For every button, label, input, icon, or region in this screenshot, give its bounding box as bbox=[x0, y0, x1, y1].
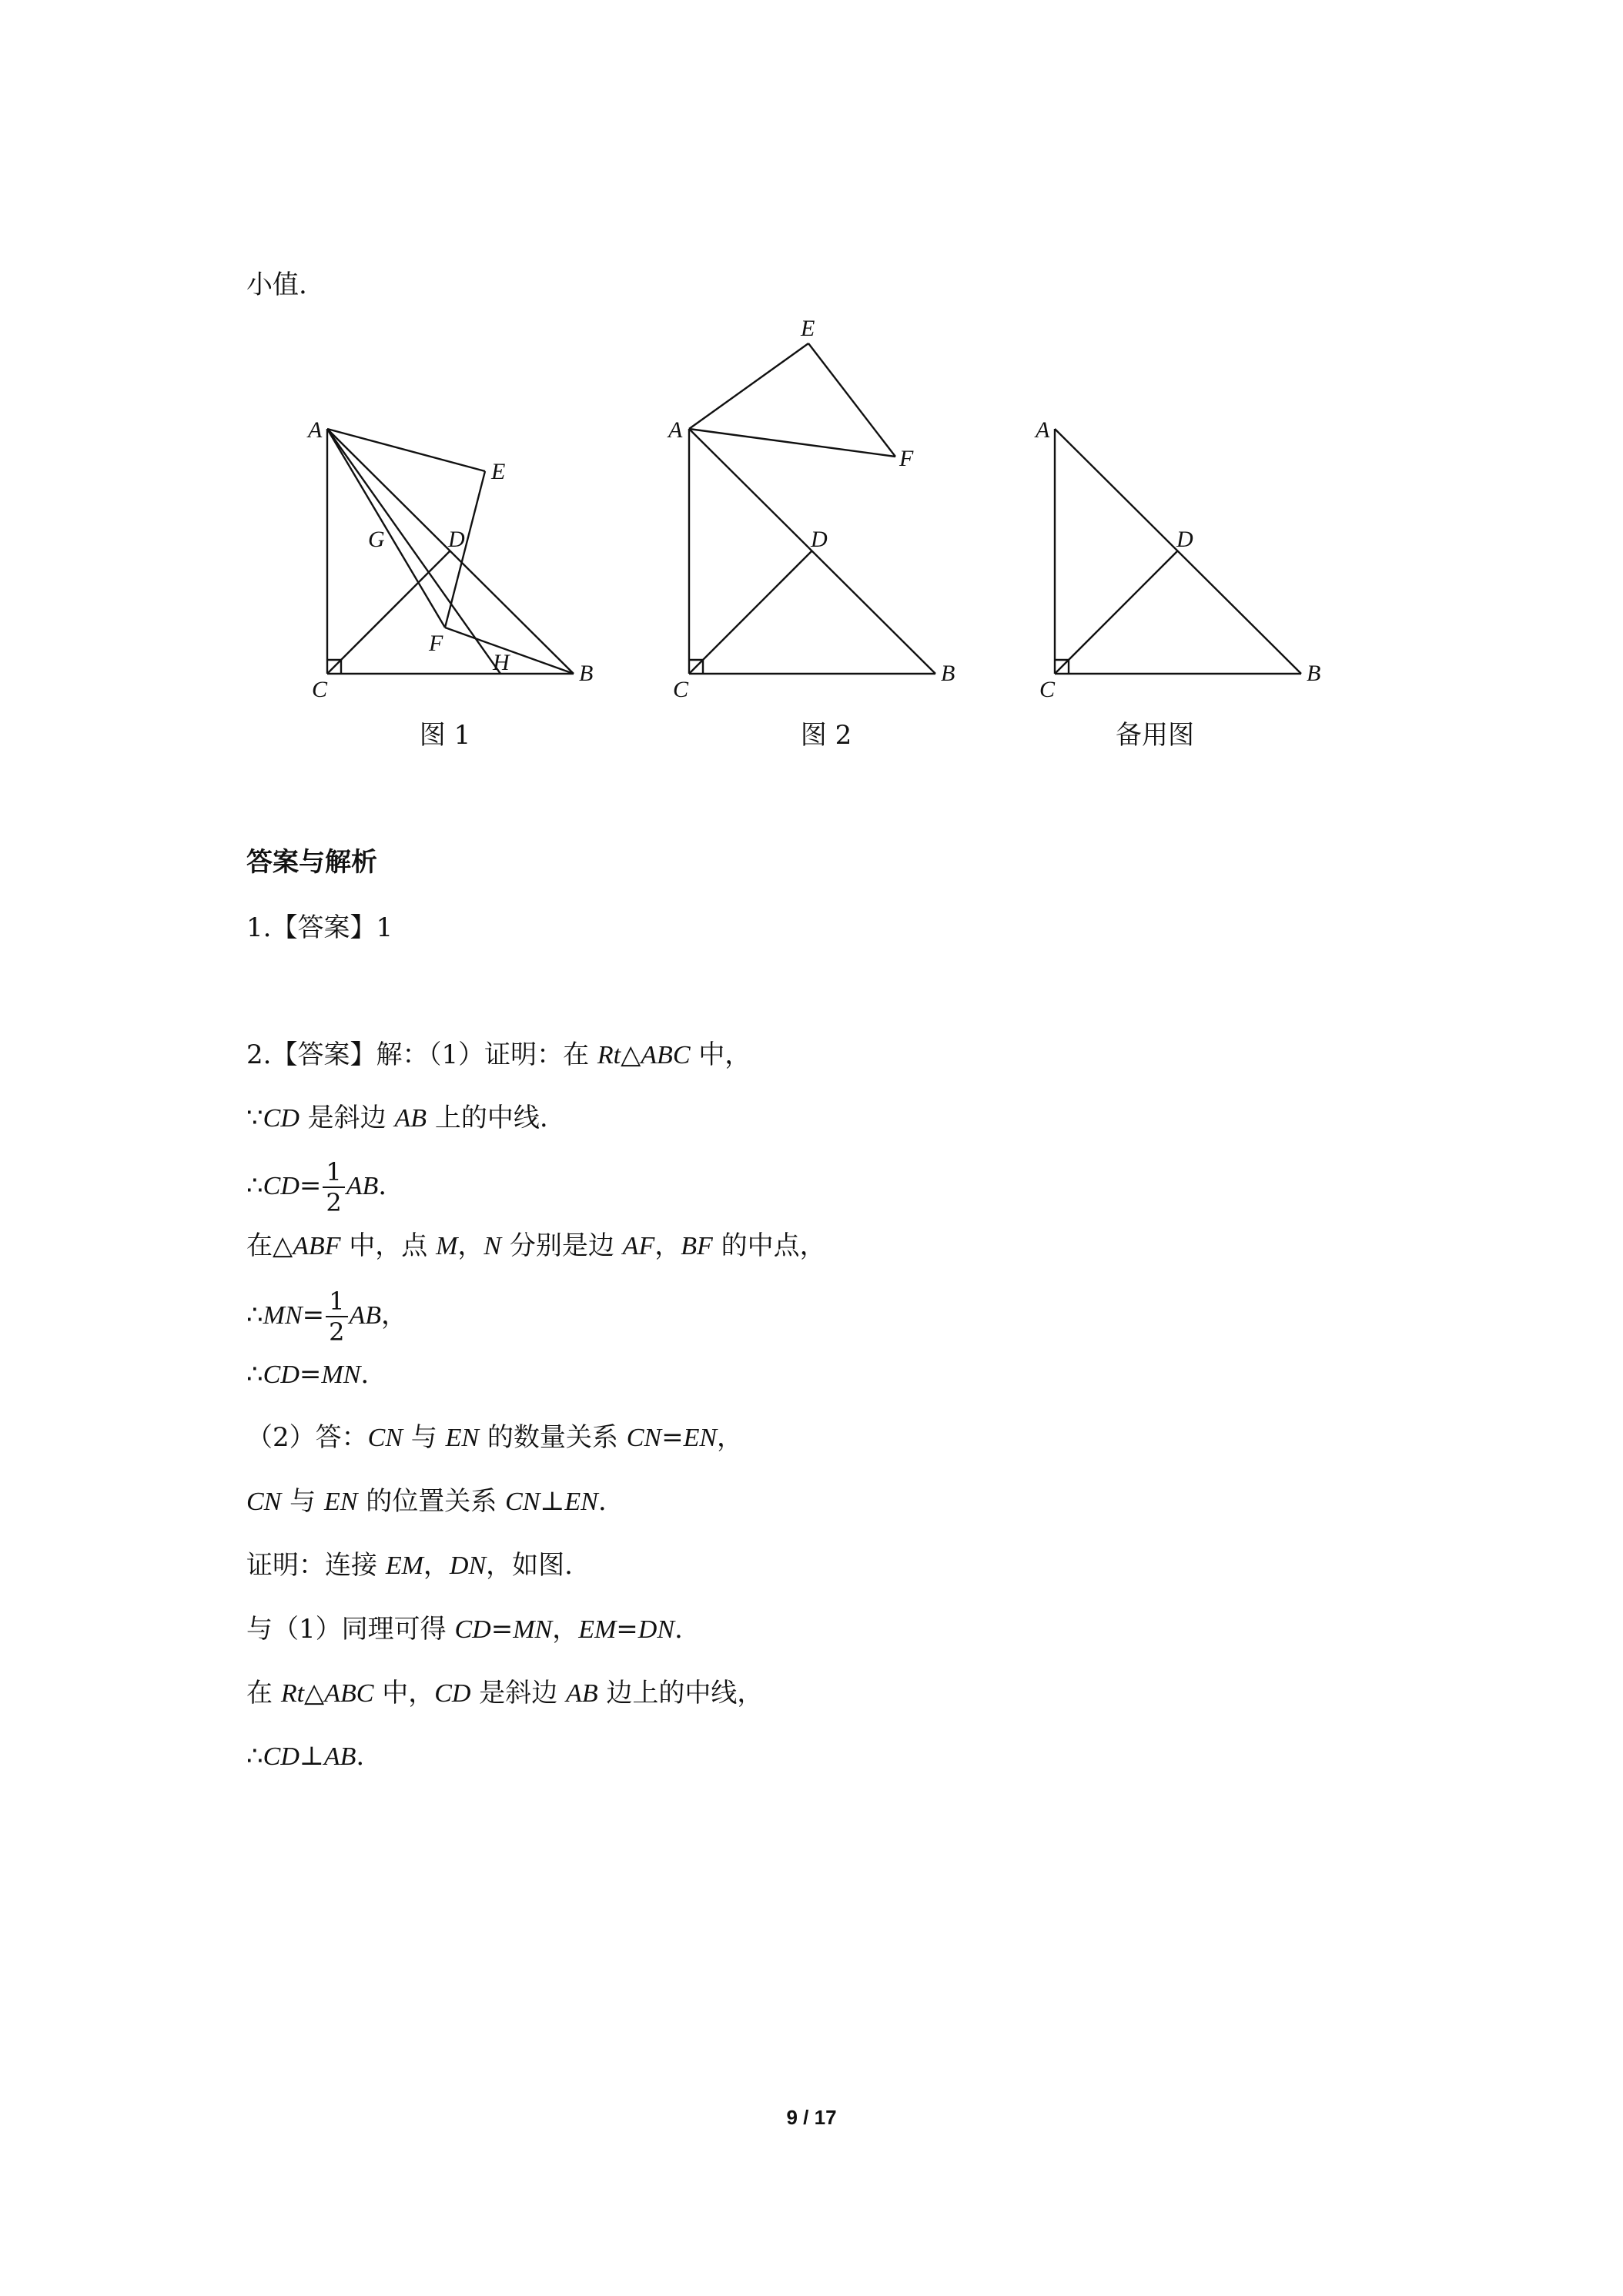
q2-line-7 bbox=[246, 1422, 743, 1454]
math-var: ABC bbox=[324, 1679, 374, 1708]
text-segment: = bbox=[661, 1422, 684, 1453]
text-segment: 上的中线. bbox=[427, 1103, 548, 1133]
q2-line-12 bbox=[246, 1741, 364, 1772]
fig1-label-G: G bbox=[368, 527, 385, 552]
fig1-label-E: E bbox=[491, 459, 506, 484]
math-var: CN bbox=[505, 1488, 540, 1516]
text-segment: 解：（1）证明：在 bbox=[376, 1039, 597, 1070]
figure-2 bbox=[667, 316, 955, 702]
text-segment: 的数量关系 bbox=[479, 1422, 627, 1453]
math-var: AB bbox=[349, 1301, 382, 1330]
math-var: CD bbox=[454, 1615, 491, 1644]
fraction-one-half bbox=[326, 1287, 347, 1347]
q1-tag: 【答案】 bbox=[271, 912, 376, 943]
math-var: DN bbox=[637, 1615, 675, 1644]
math-var: MN bbox=[263, 1301, 303, 1330]
perpendicular-symbol: ⊥ bbox=[540, 1486, 565, 1517]
fraction-one-half bbox=[323, 1157, 344, 1217]
fig2-label-A: A bbox=[668, 417, 683, 443]
text-segment: 中， bbox=[690, 1039, 751, 1070]
math-var: CN bbox=[246, 1488, 282, 1516]
q2-line-1 bbox=[246, 1039, 751, 1071]
q2-line-9 bbox=[246, 1550, 573, 1581]
math-var: EN bbox=[323, 1488, 358, 1516]
math-var: AF bbox=[622, 1232, 655, 1260]
text-segment: 与 bbox=[403, 1422, 446, 1453]
fraction-numerator: 1 bbox=[323, 1157, 344, 1188]
math-var: EN bbox=[445, 1424, 480, 1452]
text-segment: = bbox=[299, 1359, 322, 1390]
fig1-label-D: D bbox=[448, 527, 465, 552]
text-segment: 边上的中线， bbox=[597, 1678, 764, 1709]
text-segment: . bbox=[597, 1486, 607, 1517]
math-var: CD bbox=[434, 1679, 471, 1708]
math-var: Rt bbox=[597, 1041, 621, 1069]
answers-heading: 答案与解析 bbox=[246, 847, 377, 878]
q1-answer bbox=[246, 912, 393, 943]
therefore-symbol: ∴ bbox=[246, 1300, 263, 1330]
math-var: CN bbox=[367, 1424, 403, 1452]
text-segment: . bbox=[360, 1359, 370, 1390]
q2-tag: 【答案】 bbox=[271, 1039, 376, 1070]
therefore-symbol: ∴ bbox=[246, 1359, 263, 1390]
fig2-label-B: B bbox=[941, 661, 955, 686]
math-var: AB bbox=[323, 1742, 356, 1771]
q2-line-4 bbox=[246, 1230, 826, 1262]
fig3-label-C: C bbox=[1039, 677, 1056, 702]
text-segment: ， bbox=[552, 1614, 579, 1645]
text-segment: = bbox=[490, 1614, 514, 1645]
math-var: CN bbox=[626, 1424, 662, 1452]
text-segment: . bbox=[378, 1170, 387, 1201]
current-page: 9 bbox=[786, 2106, 798, 2129]
text-segment: 的位置关系 bbox=[357, 1486, 506, 1517]
math-var: AB bbox=[566, 1679, 598, 1708]
text-segment: ，如图. bbox=[486, 1550, 573, 1581]
fig3-label-A: A bbox=[1036, 417, 1050, 443]
top-text: 小值. bbox=[246, 269, 307, 300]
math-var: EM bbox=[385, 1551, 423, 1580]
fraction-denominator: 2 bbox=[329, 1317, 345, 1347]
q2-line-8 bbox=[246, 1486, 607, 1518]
math-var: BF bbox=[681, 1232, 713, 1260]
text-segment: 与（1）同理可得 bbox=[246, 1614, 455, 1645]
text-segment: 的中点， bbox=[712, 1230, 826, 1261]
math-var: CD bbox=[263, 1361, 300, 1389]
therefore-symbol: ∴ bbox=[246, 1741, 263, 1772]
fig2-label-E: E bbox=[801, 316, 815, 341]
text-segment: 中， bbox=[373, 1678, 435, 1709]
math-var: Rt bbox=[280, 1679, 305, 1708]
q2-number: 2. bbox=[246, 1039, 272, 1070]
q2-line-5 bbox=[246, 1284, 407, 1347]
text-segment: ， bbox=[381, 1300, 408, 1330]
math-var: M bbox=[436, 1232, 458, 1260]
fig3-label-B: B bbox=[1307, 661, 1321, 686]
math-var: AB bbox=[394, 1104, 427, 1133]
text-segment: = bbox=[616, 1614, 638, 1645]
math-var: MN bbox=[321, 1361, 361, 1389]
text-segment: 是斜边 bbox=[470, 1678, 567, 1709]
math-var: EM bbox=[578, 1615, 617, 1644]
q2-line-11 bbox=[246, 1678, 763, 1709]
perpendicular-symbol: ⊥ bbox=[299, 1741, 324, 1772]
figure-1-caption: 图 1 bbox=[419, 720, 471, 751]
math-var: CD bbox=[263, 1742, 300, 1771]
therefore-symbol: ∴ bbox=[246, 1170, 263, 1201]
math-var: EN bbox=[683, 1424, 718, 1452]
math-var: CD bbox=[263, 1172, 300, 1200]
q1-value: 1 bbox=[376, 912, 393, 943]
text-segment: ， bbox=[717, 1422, 744, 1453]
text-segment: 与 bbox=[281, 1486, 324, 1517]
fig1-label-H: H bbox=[493, 650, 510, 675]
fig2-label-D: D bbox=[811, 527, 828, 552]
fig1-label-A: A bbox=[308, 417, 323, 443]
text-segment: ， bbox=[423, 1550, 450, 1581]
math-var: EN bbox=[564, 1488, 598, 1516]
math-var: MN bbox=[513, 1615, 553, 1644]
q2-line-2 bbox=[246, 1103, 548, 1134]
text-segment: 证明：连接 bbox=[246, 1550, 386, 1581]
text-segment: . bbox=[674, 1614, 683, 1645]
math-var: N bbox=[484, 1232, 502, 1260]
text-segment: = bbox=[302, 1300, 325, 1330]
q1-number: 1. bbox=[246, 912, 272, 943]
math-var: ABF bbox=[293, 1232, 341, 1260]
figure-3 bbox=[1034, 417, 1320, 702]
math-var: DN bbox=[449, 1551, 487, 1580]
math-var: CD bbox=[263, 1104, 300, 1133]
page-number bbox=[786, 2106, 836, 2130]
total-pages: 17 bbox=[814, 2106, 837, 2129]
text-segment: △ bbox=[304, 1678, 325, 1709]
fig3-label-D: D bbox=[1176, 527, 1193, 552]
fig2-label-C: C bbox=[673, 677, 689, 702]
q2-line-6 bbox=[246, 1359, 369, 1391]
page-separator: / bbox=[797, 2106, 815, 2129]
math-var: ABC bbox=[641, 1041, 691, 1069]
text-segment: △ bbox=[621, 1039, 641, 1070]
text-segment: . bbox=[356, 1741, 365, 1772]
fig1-label-C: C bbox=[312, 677, 328, 702]
text-segment: 中，点 bbox=[340, 1230, 437, 1261]
text-segment: 分别是边 bbox=[501, 1230, 623, 1261]
q2-line-3 bbox=[246, 1155, 387, 1217]
because-symbol: ∵ bbox=[246, 1103, 263, 1133]
text-segment: ， bbox=[654, 1230, 681, 1261]
fraction-denominator: 2 bbox=[326, 1188, 342, 1217]
text-segment: 在 bbox=[246, 1678, 281, 1709]
text-segment: 在△ bbox=[246, 1230, 293, 1261]
fraction-numerator: 1 bbox=[326, 1287, 347, 1317]
text-segment: 是斜边 bbox=[299, 1103, 395, 1133]
math-var: AB bbox=[346, 1172, 379, 1200]
figure-1 bbox=[306, 417, 593, 702]
fig1-label-B: B bbox=[579, 661, 594, 686]
figure-2-caption: 图 2 bbox=[800, 720, 852, 751]
text-segment: （2）答： bbox=[246, 1422, 368, 1453]
q2-line-10 bbox=[246, 1614, 683, 1645]
figure-3-caption: 备用图 bbox=[1116, 720, 1194, 751]
fig2-label-F: F bbox=[899, 446, 914, 471]
text-segment: = bbox=[299, 1170, 322, 1201]
text-segment: ， bbox=[457, 1230, 484, 1261]
fig1-label-F: F bbox=[429, 631, 443, 656]
